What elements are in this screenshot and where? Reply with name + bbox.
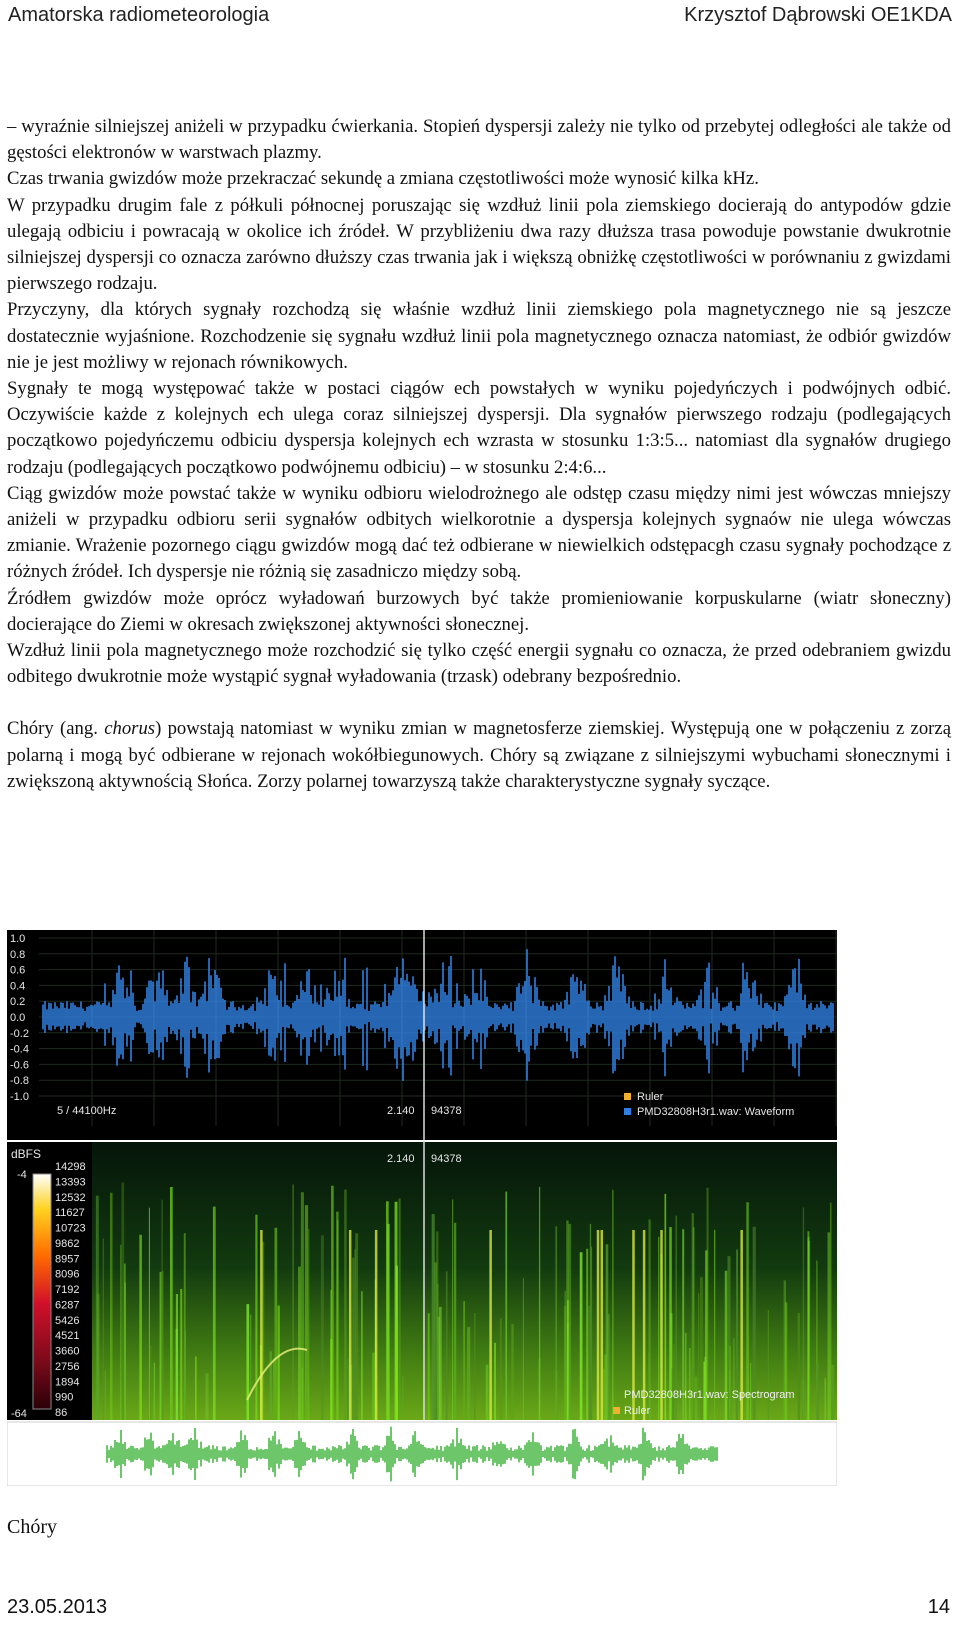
waveform-y-tick: 1.0 — [10, 933, 26, 945]
ruler-legend-swatch — [624, 1093, 631, 1100]
waveform-legend-series: PMD32808H3r1.wav: Waveform — [637, 1106, 795, 1118]
waveform-y-tick: 0.4 — [10, 980, 26, 993]
waveform-y-tick: -0.2 — [10, 1027, 29, 1040]
footer-date: 23.05.2013 — [7, 1596, 108, 1618]
db-bottom-label: -64 — [11, 1408, 27, 1420]
figure-caption: Chóry — [7, 1516, 57, 1538]
spectrogram-freq-tick: 9862 — [55, 1237, 80, 1250]
paragraph: Przyczyny, dla których sygnały rozchodzą się właśnie wzdłuż linii ziemskiego pola magnetycznego nie są jeszcze dostatecznie wyjaśnione. Rozchodzenie się sygnału wzdłuż linii pola magnetycznego oznacza natomiast, że odbiór gwizdów nie je jest możliwy w rejonach równikowych. — [7, 299, 951, 373]
spectrogram-freq-tick: 6287 — [55, 1299, 80, 1312]
spectrogram-cursor-sample: 94378 — [431, 1153, 462, 1165]
spectrogram-freq-tick: 5426 — [55, 1314, 80, 1327]
spectrogram-freq-tick: 1894 — [55, 1376, 80, 1389]
spectrogram-freq-tick: 990 — [55, 1391, 74, 1404]
spectrogram-legend-series: PMD32808H3r1.wav: Spectrogram — [624, 1389, 795, 1401]
spectrogram-freq-tick: 10723 — [55, 1222, 86, 1235]
paragraph: W przypadku drugim fale z półkuli północnej poruszając się wzdłuż linii pola ziemskiego docierają do antypodów gdzie ulegają odbiciu i powracają w okolice ich źródeł. W przybliżeniu dwa razy dłuższa trasa powoduje powstanie dwukrotnie silniejszej dyspersji co oznacza zarówno dłuższy czas trwania jak i większą obniżkę częstotliwości w porównaniu z gwizdami pierwszego rodzaju. — [7, 194, 951, 295]
spectrogram-freq-tick: 2756 — [55, 1360, 80, 1373]
paragraph: – wyraźnie silniejszej aniżeli w przypadku ćwierkania. Stopień dyspersji zależy nie tylko od przebytej odległości ale także od gęstości elektronów w warstwach plazmy. — [7, 116, 951, 164]
article-body — [7, 114, 951, 795]
spectrogram-legend-ruler: Ruler — [624, 1405, 651, 1417]
paragraph: Wzdłuż linii pola magnetycznego może rozchodzić się tylko część energii sygnału co oznacza, że przed odebraniem gwizdu odbitego dwukrotnie może wystąpić sygnał wyładowania (trzask) odebrany bezpośrednio. — [7, 640, 951, 688]
waveform-y-tick: 0.2 — [10, 996, 26, 1009]
waveform-y-tick: -0.8 — [10, 1075, 29, 1088]
spectrogram-cursor-time: 2.140 — [387, 1153, 415, 1165]
header-title: Amatorska radiometeorologia — [8, 4, 270, 26]
waveform-y-tick: -1.0 — [10, 1091, 29, 1103]
spectrogram-freq-tick: 13393 — [55, 1176, 86, 1189]
chorus-paragraph: Chóry (ang. chorus) powstają natomiast w wyniku zmian w magnetosferze ziemskiej. Występują one w połączeniu z zorzą polarną i mogą być odbierane w rejonach wokółbiegunowych. Chóry są związane z silniejszymi wybuchami słonecznymi i zwiększoną aktywnością Słońca. Zorzy polarnej towarzyszą także charakterystyczne sygnały syczące. — [7, 718, 951, 792]
figure-canvas — [7, 930, 837, 1486]
page-footer — [7, 1596, 950, 1622]
paragraph: Czas trwania gwizdów może przekraczać sekundę a zmiana częstotliwości może wynosić kilka kHz. — [7, 168, 759, 190]
spectrogram-freq-tick: 3660 — [55, 1345, 80, 1358]
spectrogram-ruler-swatch — [613, 1407, 620, 1414]
spectrogram-freq-tick: 8957 — [55, 1253, 80, 1266]
spectrogram-freq-tick: 8096 — [55, 1268, 80, 1281]
dbfs-label: dBFS — [11, 1147, 42, 1161]
page-header — [8, 4, 952, 32]
spectrogram-freq-tick: 12532 — [55, 1191, 86, 1204]
footer-page-number: 14 — [927, 1596, 950, 1618]
db-colorbar — [33, 1174, 51, 1409]
waveform-y-tick: -0.4 — [10, 1043, 29, 1056]
waveform-cursor-sample: 94378 — [431, 1105, 462, 1117]
paragraph: Ciąg gwizdów może powstać także w wyniku odbioru wielodrożnego ale odstęp czasu między nimi jest wówczas mniejszy aniżeli w przypadku odbioru serii sygnałów odbitych wielkorotnie a dyspersja kolejnych sygnaów nie ulega wówczas zmianie. Wrażenie pozornego ciągu gwizdów mogą dać też odbierane w niewielkich odstępacgh czasu sygnały pochodzące z różnych źródeł. Ich dyspersje nie różnią się zasadniczo między sobą. — [7, 482, 951, 583]
header-author: Krzysztof Dąbrowski OE1KDA — [684, 4, 952, 26]
spectrogram-freq-tick: 86 — [55, 1407, 68, 1419]
spectrogram-freq-tick: 11627 — [55, 1207, 85, 1220]
waveform-y-tick: 0.8 — [10, 948, 26, 961]
db-top-label: -4 — [17, 1169, 27, 1181]
spectrogram-freq-tick: 7192 — [55, 1284, 80, 1296]
waveform-y-tick: 0.6 — [10, 964, 26, 977]
waveform-y-tick: -0.6 — [10, 1059, 29, 1072]
waveform-legend-ruler: Ruler — [637, 1091, 664, 1103]
spectrogram-freq-tick: 14298 — [55, 1161, 86, 1173]
chorus-term: chorus — [104, 718, 156, 740]
spectrogram-freq-tick: 4521 — [55, 1330, 80, 1343]
paragraph: Źródłem gwizdów może oprócz wyładowań burzowych być także promieniowanie korpuskularne (wiatr słoneczny) docierające do Ziemi w okresach zwiększonej aktywności słonecznej. — [7, 587, 951, 635]
waveform-y-tick: 0.0 — [10, 1012, 26, 1024]
chorus-figure — [7, 930, 837, 1486]
waveform-cursor-time: 2.140 — [387, 1105, 415, 1117]
waveform-scale-label: 5 / 44100Hz — [57, 1105, 117, 1117]
paragraph: Sygnały te mogą występować także w postaci ciągów ech powstałych w wyniku pojedyńczych i podwójnych odbić. Oczywiście każde z kolejnych ech ulega coraz silniejszej dyspersji. Dla sygnałów pierwszego rodzaju (podlegających początkowo pojedyńczemu odbiciu dyspersja kolejnych ech wzrasta w stosunku 1:3:5... natomiast dla sygnałów drugiego rodzaju (podlegających początkowo podwójnemu odbiciu) – w stosunku 2:4:6... — [7, 378, 951, 478]
waveform-legend-swatch — [624, 1108, 631, 1115]
